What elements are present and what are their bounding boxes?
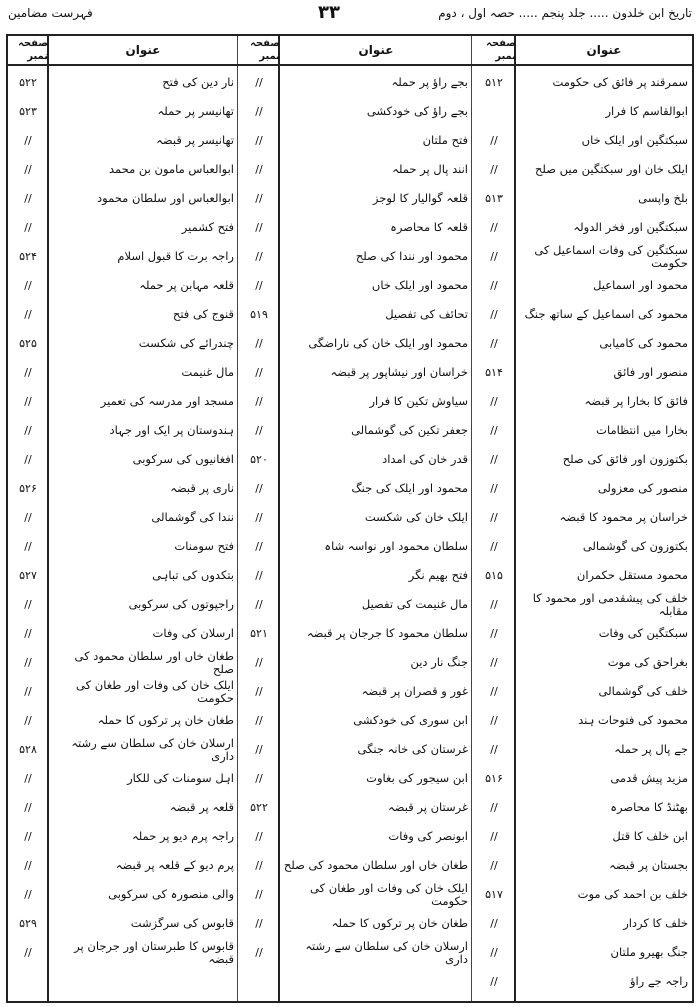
page-number: ۳۳ [318, 2, 340, 23]
entry-title: ارسلان خان کی سلطان سے رشتہ داری [305, 938, 468, 966]
toc-row [8, 851, 692, 880]
entry-title: خراسان پر محمود کا قبضہ [559, 510, 688, 524]
entry-title: قابوس کا طبرستان اور جرجان پر قبضہ [74, 938, 234, 966]
entry-page: // [490, 946, 498, 959]
toc-row [8, 271, 692, 300]
entry-page: // [490, 250, 498, 263]
entry-page: // [255, 743, 263, 756]
entry-title: ابن خلف کا قتل [612, 829, 688, 843]
entry-title: تحائف کی تفصیل [385, 307, 468, 321]
entry-title: بھٹنڈ کا محاصرہ [610, 800, 688, 814]
column-header-row [8, 36, 692, 66]
entry-title: محمود کی کامیابی [599, 336, 688, 350]
entry-page: ۵۱۷ [485, 888, 503, 901]
entry-title: بخارا میں انتظامات [596, 423, 688, 437]
entry-page: // [490, 337, 498, 350]
entry-title: محمود مستقل حکمران [576, 568, 688, 582]
toc-row [8, 416, 692, 445]
entry-title: غور و قصران پر قبضہ [361, 684, 468, 698]
entry-page: // [490, 453, 498, 466]
entry-title: تھانیسر پر حملہ [157, 104, 234, 118]
title-header: عنوان [125, 42, 161, 57]
entry-page: ۵۲۶ [19, 482, 37, 495]
entry-title: ارسلان کی وفات [152, 626, 234, 640]
entry-title: ناری پر قبضہ [170, 481, 234, 495]
entry-page: // [255, 134, 263, 147]
toc-row [8, 938, 692, 967]
entry-page: // [24, 424, 32, 437]
entry-page: // [490, 482, 498, 495]
entry-page: // [255, 105, 263, 118]
entry-page: // [255, 482, 263, 495]
entry-title: سیاوش تکین کا فرار [369, 394, 468, 408]
entry-page: // [255, 772, 263, 785]
entry-page: // [255, 366, 263, 379]
entry-page: // [24, 279, 32, 292]
entry-title: نار دین کی فتح [162, 75, 234, 89]
entry-page: // [24, 888, 32, 901]
entry-page: // [490, 830, 498, 843]
entry-title: افغانیوں کی سرکوبی [132, 452, 234, 466]
entry-page: // [24, 221, 32, 234]
entry-title: بلخ واپسی [638, 191, 688, 205]
page-header [0, 0, 700, 32]
toc-row [8, 503, 692, 532]
entry-page: // [490, 685, 498, 698]
entry-title: غرستان پر قبضہ [388, 800, 468, 814]
entry-title: محمود اور نندا کی صلح [355, 249, 468, 263]
entry-page: // [24, 772, 32, 785]
entry-page: // [490, 540, 498, 553]
entry-title: بکتوزون کی گوشمالی [582, 539, 688, 553]
toc-row [8, 561, 692, 590]
entry-page: // [490, 395, 498, 408]
entry-title: ارسلان خان کی سلطان سے رشتہ داری [71, 735, 234, 763]
section-title: فہرست مضامین [8, 6, 93, 20]
entry-title: خراسان اور نیشاپور پر قبضہ [330, 365, 468, 379]
toc-row [8, 155, 692, 184]
entry-page: // [24, 395, 32, 408]
entry-title: قنوج کی فتح [172, 307, 234, 321]
entry-page: ۵۲۰ [250, 453, 268, 466]
entry-page: ۵۲۸ [19, 743, 37, 756]
toc-row [8, 590, 692, 619]
toc-row [8, 677, 692, 706]
entry-title: مسجد اور مدرسہ کی تعمیر [100, 394, 234, 408]
title-header: عنوان [586, 42, 622, 57]
entry-page: // [490, 714, 498, 727]
entry-title: خلف بن احمد کی موت [577, 887, 688, 901]
entry-title: طغان خاں اور سلطان محمود کی صلح [74, 648, 234, 676]
entry-title: قلعہ کا محاصرہ [390, 220, 468, 234]
entry-page: // [24, 656, 32, 669]
entry-page: ۵۲۱ [250, 627, 268, 640]
entry-title: پرم دیو کے قلعہ پر قبضہ [115, 858, 234, 872]
entry-page: ۵۱۲ [485, 76, 503, 89]
entry-title: غرستان کی خانہ جنگی [357, 742, 468, 756]
toc-row [8, 793, 692, 822]
entry-title: سلطان محمود کا جرجان پر قبضہ [306, 626, 468, 640]
entry-title: جے پال پر حملہ [614, 742, 688, 756]
entry-page: // [490, 656, 498, 669]
entry-page: // [255, 714, 263, 727]
entry-page: // [255, 337, 263, 350]
entry-title: فائق کا بخارا پر قبضہ [584, 394, 688, 408]
entry-title: خلف کا کردار [623, 916, 688, 930]
entry-page: // [255, 540, 263, 553]
entry-page: // [24, 830, 32, 843]
toc-row [8, 300, 692, 329]
entry-title: چندرائے کی شکست [138, 336, 234, 350]
entry-title: منصور اور فائق [613, 365, 688, 379]
entry-title: جنگ بھیرو ملتان [610, 945, 688, 959]
entry-page: // [255, 395, 263, 408]
toc-row [8, 387, 692, 416]
entry-title: ابن سوری کی خودکشی [353, 713, 468, 727]
entry-page: // [24, 366, 32, 379]
contents-table [6, 34, 694, 1003]
entry-page: // [255, 221, 263, 234]
entry-title: قلعہ گوالیار کا لوجز [372, 191, 468, 205]
entry-page: // [255, 888, 263, 901]
entry-page: // [255, 859, 263, 872]
entry-title: فتح سومنات [174, 539, 234, 553]
entry-title: ہندوستان پر ایک اور جہاد [109, 423, 234, 437]
entry-page: // [255, 76, 263, 89]
entry-page: // [255, 279, 263, 292]
entry-title: والی منصورہ کی سرکوبی [108, 887, 234, 901]
entry-title: بجستان پر قبضہ [609, 858, 688, 872]
entry-page: ۵۲۵ [19, 337, 37, 350]
entry-title: راجہ جے راؤ [629, 974, 688, 988]
toc-row [8, 706, 692, 735]
entry-page: // [255, 598, 263, 611]
entry-page: // [24, 801, 32, 814]
entry-page: // [24, 511, 32, 524]
entry-page: // [24, 453, 32, 466]
entry-title: قلعہ مہابن پر حملہ [139, 278, 234, 292]
entry-page: // [255, 163, 263, 176]
toc-row [8, 474, 692, 503]
entry-page: // [490, 917, 498, 930]
entry-title: ایلک خان اور سبکتگین میں صلح [534, 162, 688, 176]
entry-page: // [490, 134, 498, 147]
entry-page: // [24, 714, 32, 727]
entry-page: // [490, 511, 498, 524]
entry-page: // [490, 975, 498, 988]
entry-page: ۵۲۴ [19, 250, 37, 263]
entry-title: طغان خان پر ترکوں کا حملہ [97, 713, 234, 727]
entry-page: ۵۱۴ [485, 366, 503, 379]
entry-title: سبکتگین کی وفات اسماعیل کی حکومت [534, 242, 688, 270]
entry-title: قابوس کی سرگزشت [130, 916, 234, 930]
entry-page: // [255, 946, 263, 959]
toc-row [8, 735, 692, 764]
toc-row [8, 68, 692, 97]
entry-title: محمود اور ایلک خان کی ناراضگی [308, 336, 468, 350]
entry-title: ایلک خان کی وفات اور طغان کی حکومت [76, 677, 234, 705]
entry-page: ۵۲۲ [250, 801, 268, 814]
entry-page: // [490, 598, 498, 611]
entry-title: ابوالعباس اور سلطان محمود [97, 191, 234, 205]
entry-title: جعفر تکین کی گوشمالی [351, 423, 468, 437]
entry-page: // [490, 163, 498, 176]
entry-title: طغان خاں اور سلطان محمود کی صلح [283, 858, 468, 872]
entry-page: // [255, 250, 263, 263]
entry-page: // [490, 859, 498, 872]
toc-row [8, 184, 692, 213]
entry-title: راجہ برت کا قبول اسلام [117, 249, 234, 263]
entry-title: مال غنیمت کی تفصیل [361, 597, 468, 611]
book-info: تاریخ ابن خلدون ..... جلد پنجم ..... حصہ اول ، دوم [438, 6, 692, 20]
entry-title: بتکدوں کی تباہی [152, 568, 234, 582]
entry-page: // [24, 685, 32, 698]
entry-page: // [255, 917, 263, 930]
toc-row [8, 329, 692, 358]
entry-page: ۵۲۲ [19, 76, 37, 89]
entry-title: مزید پیش قدمی [610, 771, 688, 785]
entry-page: // [24, 598, 32, 611]
entry-title: مال غنیمت [181, 365, 234, 379]
toc-row [8, 619, 692, 648]
toc-row [8, 822, 692, 851]
entry-title: تھانیسر پر قبضہ [156, 133, 234, 147]
toc-row [8, 213, 692, 242]
entry-title: اہل سومنات کی للکار [127, 771, 234, 785]
entry-title: منصور کی معزولی [597, 481, 688, 495]
entry-page: // [24, 540, 32, 553]
entry-title: راجہ پرم دیو پر حملہ [132, 829, 234, 843]
entry-title: بکتوزون اور فائق کی صلح [562, 452, 688, 466]
entry-page: // [490, 424, 498, 437]
entry-title: سبکتگین اور ایلک خاں [581, 133, 688, 147]
entry-page: // [490, 627, 498, 640]
entry-title: ابن سیجور کی بغاوت [366, 771, 468, 785]
entry-page: // [490, 221, 498, 234]
entry-title: محمود اور ایلک کی جنگ [351, 481, 468, 495]
entry-page: // [24, 163, 32, 176]
entry-title: بجے راؤ پر حملہ [391, 75, 468, 89]
toc-row [8, 967, 692, 996]
page-header: صفحہ نمبر [486, 38, 516, 62]
entry-title: ایلک خان کی وفات اور طغان کی حکومت [310, 880, 468, 908]
entry-title: جنگ نار دین [410, 655, 468, 669]
entry-title: فتح ملتان [422, 133, 468, 147]
entry-title: ابوالقاسم کا فرار [605, 104, 688, 118]
entry-page: // [24, 627, 32, 640]
entry-page: // [490, 279, 498, 292]
entry-page: // [490, 308, 498, 321]
entry-title: نندا کی گوشمالی [151, 510, 234, 524]
toc-row [8, 358, 692, 387]
toc-row [8, 97, 692, 126]
entry-page: ۵۱۹ [250, 308, 268, 321]
entry-page: ۵۲۹ [19, 917, 37, 930]
toc-row [8, 648, 692, 677]
entry-title: محمود کی اسماعیل کے ساتھ جنگ [524, 307, 688, 321]
entry-title: فتح کشمیر [181, 220, 234, 234]
entry-page: // [255, 424, 263, 437]
toc-row [8, 764, 692, 793]
entry-page: // [255, 192, 263, 205]
entry-page: ۵۲۷ [19, 569, 37, 582]
entry-page: // [24, 308, 32, 321]
entry-page: // [255, 656, 263, 669]
entry-page: // [255, 685, 263, 698]
toc-row [8, 909, 692, 938]
entry-title: ایلک خان کی شکست [364, 510, 468, 524]
entry-title: سبکتگین کی وفات [598, 626, 688, 640]
entry-title: ابونصر کی وفات [388, 829, 468, 843]
page-header: صفحہ نمبر [18, 38, 48, 62]
entry-page: ۵۱۳ [485, 192, 503, 205]
entry-title: محمود اور ایلک خاں [371, 278, 468, 292]
entry-title: خلف کی پیشقدمی اور محمود کا مقابلہ [532, 590, 688, 618]
entry-page: ۵۱۵ [485, 569, 503, 582]
entry-title: محمود اور اسماعیل [593, 278, 688, 292]
entry-title: بغراحق کی موت [607, 655, 688, 669]
toc-row [8, 445, 692, 474]
entry-page: // [24, 134, 32, 147]
entry-page: ۵۲۳ [19, 105, 37, 118]
entry-page: // [255, 830, 263, 843]
entry-title: ابوالعباس مامون بن محمد [109, 162, 234, 176]
toc-row [8, 126, 692, 155]
entry-page: ۵۱۶ [485, 772, 503, 785]
entry-page: // [255, 569, 263, 582]
toc-row [8, 532, 692, 561]
title-header: عنوان [358, 42, 394, 57]
entry-title: سلطان محمود اور نواسہ شاہ [324, 539, 468, 553]
entry-title: سبکتگین اور فخر الدولہ [573, 220, 688, 234]
entry-title: سمرقند پر فائق کی حکومت [552, 75, 688, 89]
toc-row [8, 242, 692, 271]
entry-title: راجپوتوں کی سرکوبی [128, 597, 234, 611]
entry-page: // [490, 743, 498, 756]
page-header: صفحہ نمبر [250, 38, 280, 62]
toc-row [8, 880, 692, 909]
entry-title: فتح بھیم نگر [408, 568, 468, 582]
entry-title: خلف کی گوشمالی [598, 684, 688, 698]
entry-page: // [24, 859, 32, 872]
entry-page: // [24, 192, 32, 205]
entry-title: قلعہ پر قبضہ [169, 800, 234, 814]
entry-page [472, 97, 516, 126]
entry-page: // [490, 801, 498, 814]
entry-title: محمود کی فتوحات ہند [578, 713, 688, 727]
entry-page: // [255, 511, 263, 524]
entry-title: انند پال پر حملہ [392, 162, 468, 176]
entry-title: طغان خان پر ترکوں کا حملہ [331, 916, 468, 930]
entry-title: قدر خان کی امداد [382, 452, 468, 466]
entry-page: // [24, 946, 32, 959]
entry-title: بجے راؤ کی خودکشی [366, 104, 468, 118]
